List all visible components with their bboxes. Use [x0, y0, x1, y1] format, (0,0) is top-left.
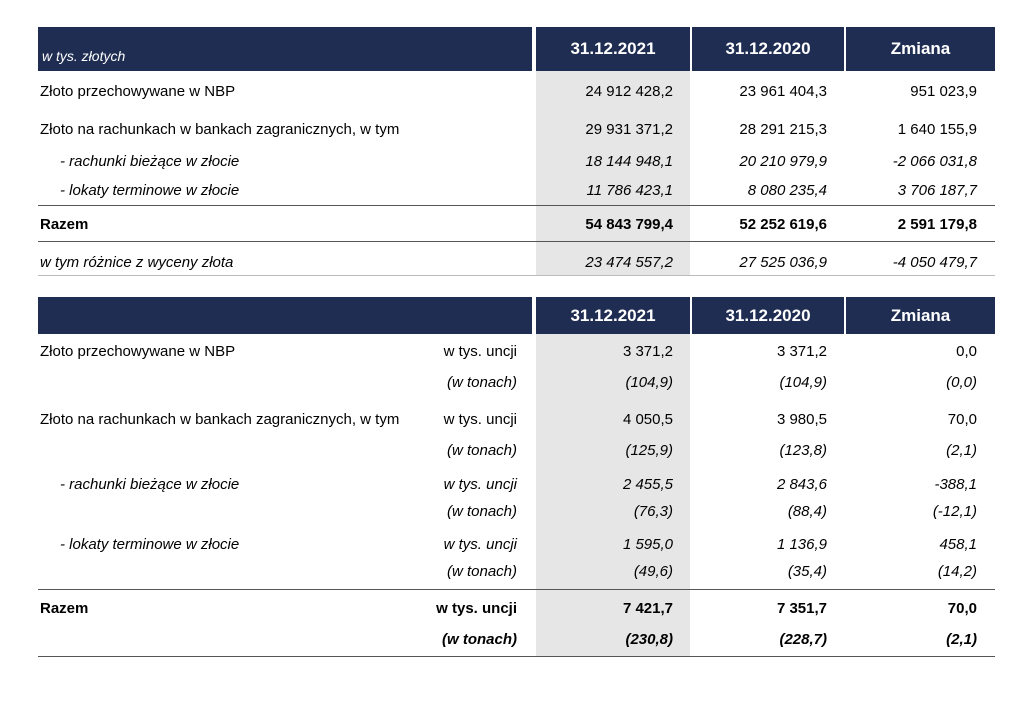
row-label: - lokaty terminowe w złocie [60, 536, 240, 553]
value-change: (0,0) [946, 374, 977, 391]
value-change: (2,1) [946, 442, 977, 459]
table-header [38, 27, 995, 71]
value-change: 458,1 [939, 536, 977, 553]
divider [38, 656, 995, 657]
header-change: Zmiana [846, 27, 995, 71]
value-change: (14,2) [937, 563, 977, 580]
table-quantity [38, 297, 995, 659]
value-change: 2 591 179,8 [897, 216, 977, 233]
value-2021: 11 786 423,1 [586, 182, 673, 199]
value-change: 951 023,9 [910, 83, 977, 100]
value-change: 1 640 155,9 [897, 121, 977, 138]
value-2021: (76,3) [633, 503, 673, 520]
unit-label: (w tonach) [446, 563, 517, 580]
unit-label: w tys. uncji [436, 600, 517, 617]
value-2021: 18 144 948,1 [585, 153, 673, 170]
value-2021: 4 050,5 [622, 411, 673, 428]
header-2020: 31.12.2020 [692, 27, 844, 71]
unit-label: (w tonach) [442, 631, 517, 648]
value-2020: 2 843,6 [776, 476, 827, 493]
value-2021: 1 595,0 [622, 536, 673, 553]
value-change: -2 066 031,8 [892, 153, 977, 170]
value-2021: 2 455,5 [622, 476, 673, 493]
table-value-pln [38, 27, 995, 277]
unit-label: (w tonach) [446, 374, 517, 391]
unit-label: (w tonach) [446, 442, 517, 459]
caption-cell: w tys. złotych [38, 27, 532, 71]
value-change: (2,1) [946, 631, 977, 648]
value-2020: 8 080 235,4 [747, 182, 827, 199]
header-change: Zmiana [846, 297, 995, 334]
value-change: (-12,1) [932, 503, 977, 520]
value-2020: 3 371,2 [776, 343, 827, 360]
value-change: 70,0 [947, 411, 977, 428]
value-2021: (125,9) [625, 442, 673, 459]
value-2020: 7 351,7 [776, 600, 827, 617]
value-2021: 24 912 428,2 [585, 83, 673, 100]
value-change: 70,0 [947, 600, 977, 617]
row-label: Złoto na rachunkach w bankach zagranicznych, w tym [40, 121, 400, 138]
value-2020: 28 291 215,3 [739, 121, 827, 138]
current-year-column-shade [536, 71, 690, 275]
header-2021: 31.12.2021 [536, 297, 690, 334]
value-2020: (104,9) [779, 374, 827, 391]
row-label: Razem [40, 600, 89, 617]
row-label: Złoto na rachunkach w bankach zagranicznych, w tym [40, 411, 400, 428]
row-label: w tym różnice z wyceny złota [40, 254, 234, 271]
value-2021: 54 843 799,4 [585, 216, 673, 233]
value-2020: (228,7) [779, 631, 827, 648]
header-2020: 31.12.2020 [692, 297, 844, 334]
unit-label: w tys. uncji [443, 476, 517, 493]
value-2020: 52 252 619,6 [739, 216, 827, 233]
row-label: Złoto przechowywane w NBP [40, 343, 236, 360]
unit-label: w tys. uncji [443, 343, 517, 360]
row-label: Razem [40, 216, 89, 233]
unit-label: (w tonach) [446, 503, 517, 520]
header-2021: 31.12.2021 [536, 27, 690, 71]
row-label: - lokaty terminowe w złocie [60, 182, 240, 199]
row-label: - rachunki bieżące w złocie [60, 476, 240, 493]
value-2020: (88,4) [787, 503, 827, 520]
value-2020: (35,4) [787, 563, 827, 580]
value-2020: 20 210 979,9 [739, 153, 827, 170]
value-change: -388,1 [934, 476, 977, 493]
row-label: - rachunki bieżące w złocie [60, 153, 240, 170]
value-2021: 23 474 557,2 [585, 254, 673, 271]
value-2021: (49,6) [633, 563, 673, 580]
value-2021: 3 371,2 [622, 343, 673, 360]
value-2020: 23 961 404,3 [739, 83, 827, 100]
unit-label: w tys. uncji [443, 536, 517, 553]
unit-label: w tys. uncji [443, 411, 517, 428]
value-change: 3 706 187,7 [897, 182, 977, 199]
value-2021: (104,9) [625, 374, 673, 391]
value-2020: 27 525 036,9 [739, 254, 827, 271]
value-change: -4 050 479,7 [892, 254, 977, 271]
value-2021: 29 931 371,2 [585, 121, 673, 138]
divider [38, 241, 995, 242]
value-2021: (230,8) [625, 631, 673, 648]
value-2020: 1 136,9 [776, 536, 827, 553]
divider [38, 205, 995, 206]
divider [38, 589, 995, 590]
row-label: Złoto przechowywane w NBP [40, 83, 236, 100]
value-2021: 7 421,7 [622, 600, 673, 617]
value-change: 0,0 [956, 343, 977, 360]
caption-cell [38, 297, 532, 334]
value-2020: 3 980,5 [776, 411, 827, 428]
table-header [38, 297, 995, 334]
divider [38, 275, 995, 276]
value-2020: (123,8) [779, 442, 827, 459]
